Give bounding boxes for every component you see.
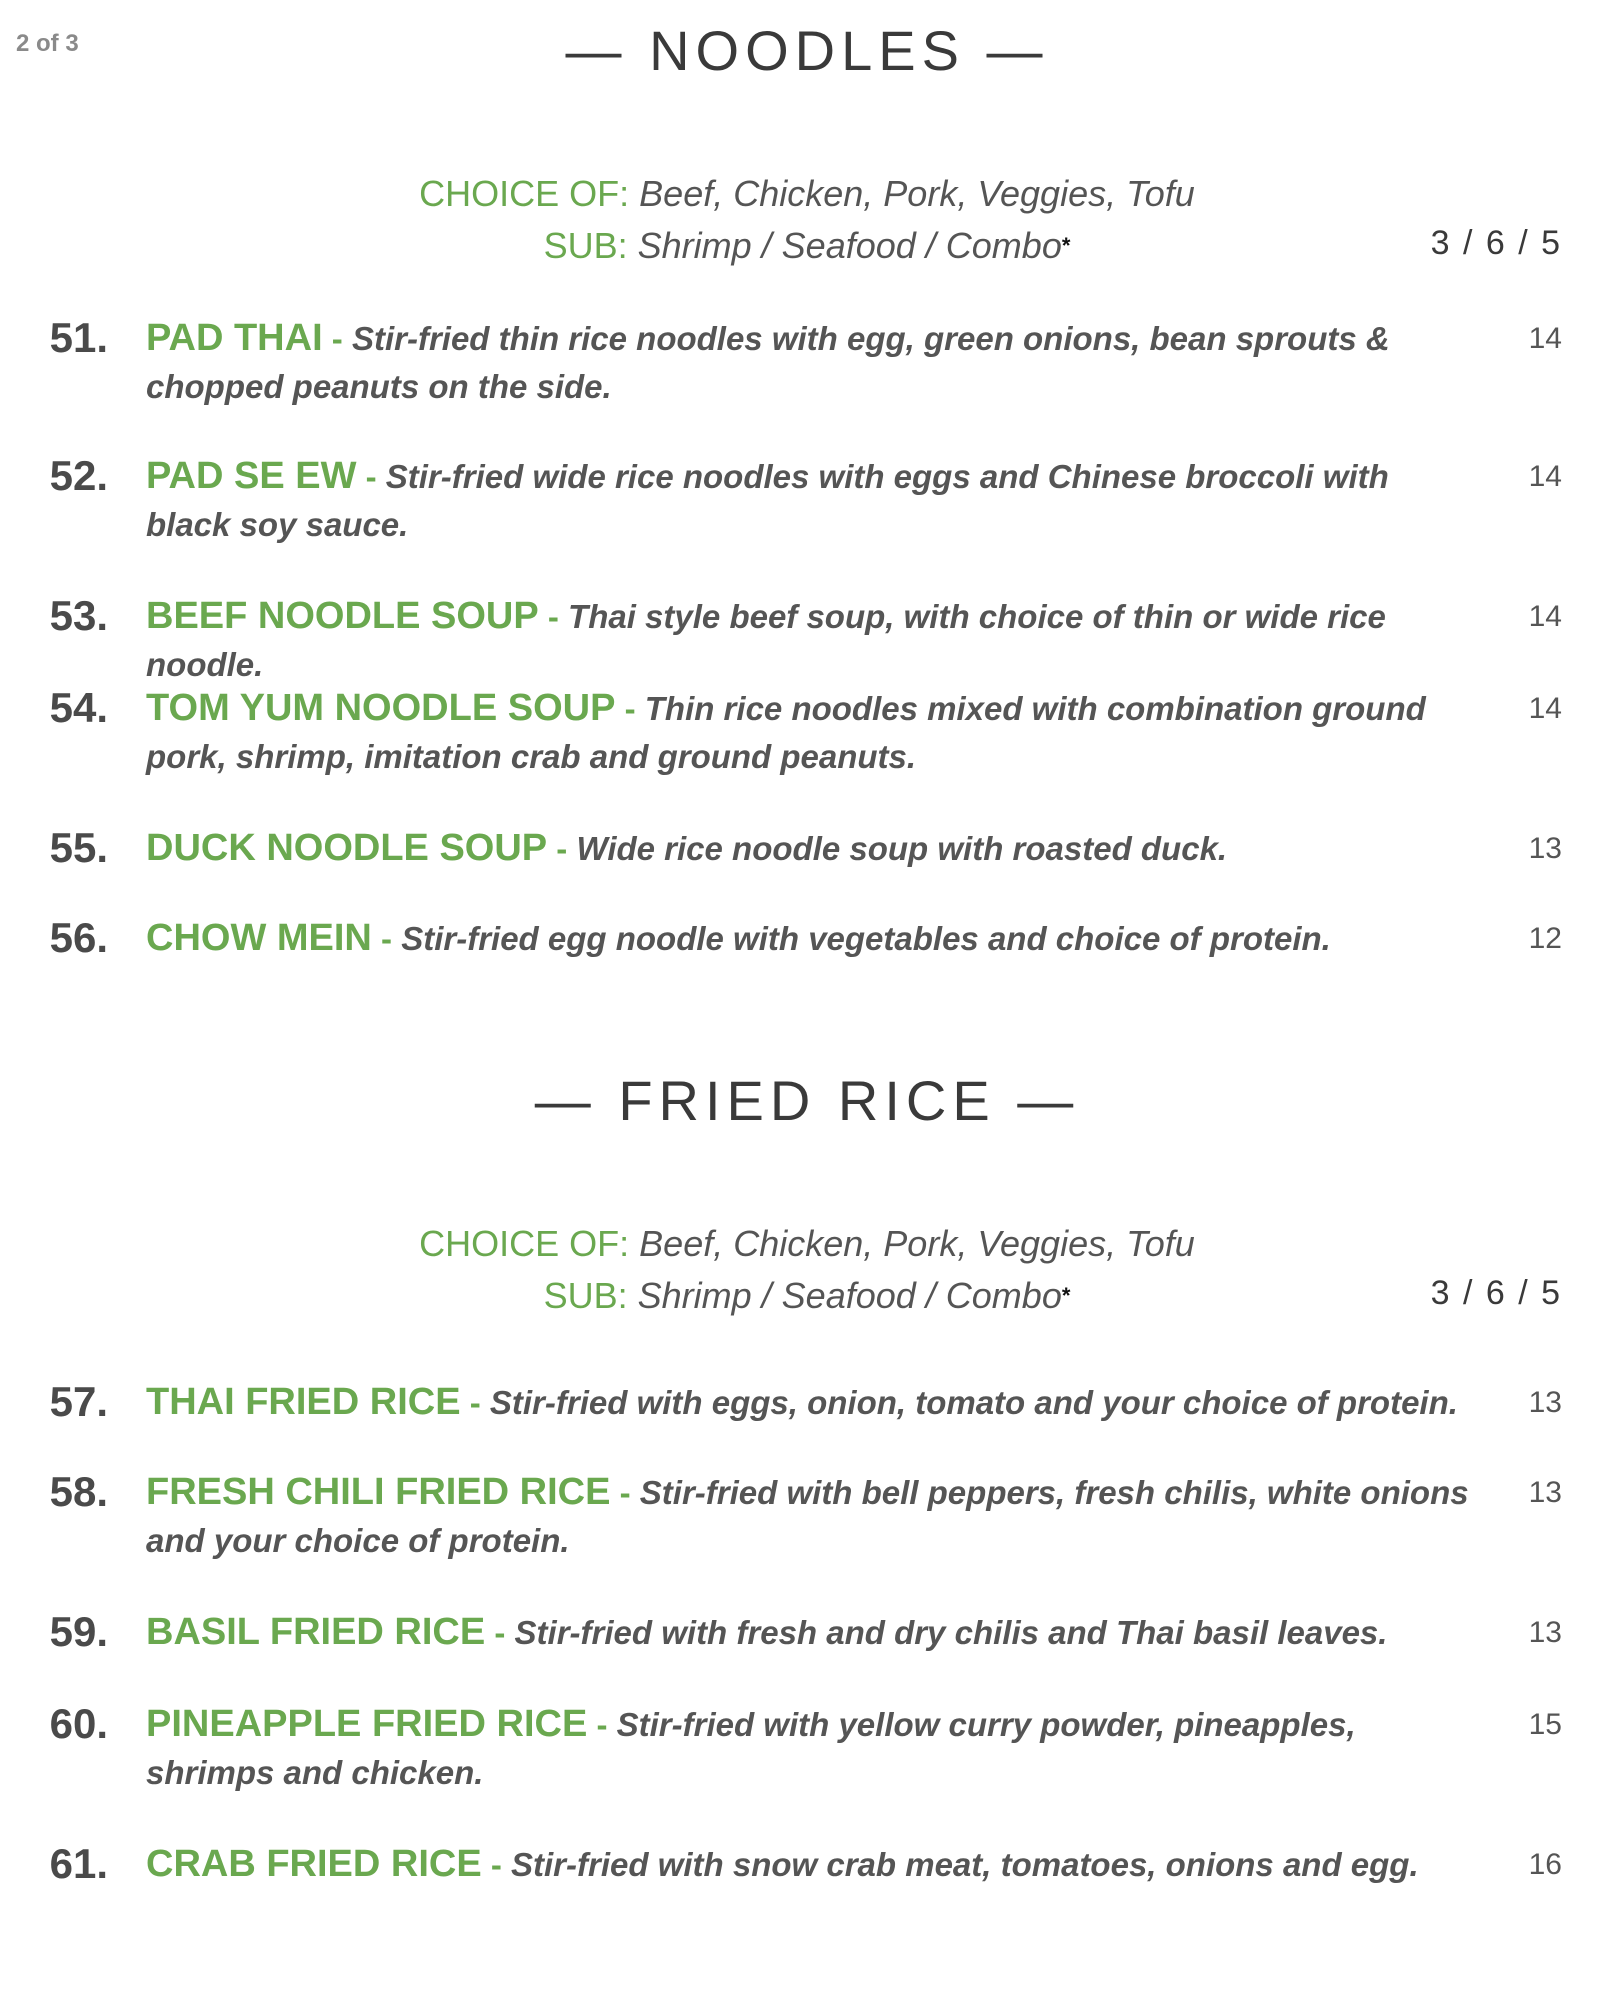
item-separator: - bbox=[356, 458, 386, 495]
item-price: 13 bbox=[1528, 832, 1562, 865]
upcharge-prices: 3 / 6 / 5 bbox=[1430, 224, 1562, 262]
item-price: 14 bbox=[1528, 322, 1562, 355]
item-name: CRAB FRIED RICE bbox=[146, 1843, 482, 1885]
item-price: 14 bbox=[1528, 600, 1562, 633]
item-body bbox=[146, 1700, 1476, 1797]
item-separator: - bbox=[371, 920, 402, 957]
item-name: DUCK NOODLE SOUP bbox=[146, 827, 548, 869]
item-description: Stir-fried with yellow curry powder, pineapples, shrimps and chicken. bbox=[146, 1706, 1356, 1791]
item-body bbox=[146, 1378, 1476, 1427]
item-price: 14 bbox=[1528, 460, 1562, 493]
item-name: BASIL FRIED RICE bbox=[146, 1611, 486, 1653]
item-name: CHOW MEIN bbox=[146, 917, 372, 959]
upcharge-prices: 3 / 6 / 5 bbox=[1430, 1274, 1562, 1312]
item-number: 58. bbox=[49, 1468, 108, 1515]
item-description: Stir-fried thin rice noodles with egg, green onions, bean sprouts & chopped peanuts on the side. bbox=[146, 320, 1390, 405]
item-body bbox=[146, 914, 1476, 963]
item-separator: - bbox=[610, 1474, 640, 1511]
item-separator: - bbox=[538, 598, 569, 635]
item-description: Stir-fried with snow crab meat, tomatoes, onions and egg. bbox=[511, 1846, 1419, 1883]
section-title-fried-rice: — FRIED RICE — bbox=[534, 1069, 1080, 1132]
item-name: PAD SE EW bbox=[146, 455, 357, 497]
item-description: Stir-fried egg noodle with vegetables and choice of protein. bbox=[401, 920, 1331, 957]
item-body bbox=[146, 452, 1476, 549]
item-description: Stir-fried with fresh and dry chilis and Thai basil leaves. bbox=[514, 1614, 1388, 1651]
item-body bbox=[146, 824, 1476, 873]
item-body bbox=[146, 684, 1476, 781]
item-name: THAI FRIED RICE bbox=[146, 1381, 461, 1423]
asterisk-mark: * bbox=[1061, 1283, 1071, 1308]
item-price: 13 bbox=[1528, 1386, 1562, 1419]
choice-of-line bbox=[0, 168, 1614, 220]
item-separator: - bbox=[485, 1614, 515, 1651]
page-counter: 2 of 3 bbox=[16, 30, 79, 57]
item-body bbox=[146, 1468, 1476, 1565]
sub-options: Shrimp / Seafood / Combo bbox=[627, 225, 1062, 266]
item-body bbox=[146, 592, 1476, 689]
item-number: 54. bbox=[49, 684, 108, 731]
item-number: 61. bbox=[49, 1840, 108, 1887]
item-number: 52. bbox=[49, 452, 108, 499]
item-price: 16 bbox=[1528, 1848, 1562, 1881]
sub-line bbox=[0, 1270, 1614, 1322]
choice-of-options: Beef, Chicken, Pork, Veggies, Tofu bbox=[629, 1223, 1195, 1264]
item-body bbox=[146, 1608, 1476, 1657]
choice-of-line bbox=[0, 1218, 1614, 1270]
section-title-noodles: — NOODLES — bbox=[565, 19, 1049, 82]
item-name: PAD THAI bbox=[146, 317, 323, 359]
item-name: BEEF NOODLE SOUP bbox=[146, 595, 539, 637]
item-number: 57. bbox=[49, 1378, 108, 1425]
item-number: 59. bbox=[49, 1608, 108, 1655]
item-separator: - bbox=[547, 830, 577, 867]
sub-label: SUB: bbox=[543, 225, 628, 266]
item-price: 12 bbox=[1528, 922, 1562, 955]
item-price: 15 bbox=[1528, 1708, 1562, 1741]
item-body bbox=[146, 1840, 1476, 1889]
item-description: Stir-fried with eggs, onion, tomato and your choice of protein. bbox=[489, 1384, 1458, 1421]
item-name: FRESH CHILI FRIED RICE bbox=[146, 1471, 611, 1513]
item-price: 13 bbox=[1528, 1616, 1562, 1649]
asterisk-mark: * bbox=[1061, 233, 1071, 258]
item-separator: - bbox=[322, 320, 352, 357]
item-description: Thai style beef soup, with choice of thin or wide rice noodle. bbox=[146, 598, 1386, 683]
item-description: Stir-fried wide rice noodles with eggs and Chinese broccoli with black soy sauce. bbox=[146, 458, 1389, 543]
item-description: Wide rice noodle soup with roasted duck. bbox=[576, 830, 1228, 867]
item-name: PINEAPPLE FRIED RICE bbox=[146, 1703, 588, 1745]
item-description: Thin rice noodles mixed with combination ground pork, shrimp, imitation crab and ground peanuts. bbox=[146, 690, 1426, 775]
sub-options: Shrimp / Seafood / Combo bbox=[627, 1275, 1062, 1316]
item-price: 13 bbox=[1528, 1476, 1562, 1509]
item-number: 55. bbox=[49, 824, 108, 871]
item-separator: - bbox=[615, 690, 645, 727]
sub-label: SUB: bbox=[543, 1275, 628, 1316]
item-body bbox=[146, 314, 1476, 411]
item-description: Stir-fried with bell peppers, fresh chilis, white onions and your choice of protein. bbox=[146, 1474, 1469, 1559]
protein-choice-block bbox=[0, 1218, 1614, 1322]
choice-of-label: CHOICE OF: bbox=[419, 1223, 630, 1264]
item-separator: - bbox=[481, 1846, 512, 1883]
item-number: 60. bbox=[49, 1700, 108, 1747]
protein-choice-block bbox=[0, 168, 1614, 272]
item-number: 53. bbox=[49, 592, 108, 639]
item-separator: - bbox=[587, 1706, 617, 1743]
item-number: 51. bbox=[49, 314, 108, 361]
item-price: 14 bbox=[1528, 692, 1562, 725]
item-number: 56. bbox=[49, 914, 108, 961]
item-name: TOM YUM NOODLE SOUP bbox=[146, 687, 616, 729]
item-separator: - bbox=[460, 1384, 490, 1421]
choice-of-options: Beef, Chicken, Pork, Veggies, Tofu bbox=[629, 173, 1195, 214]
choice-of-label: CHOICE OF: bbox=[419, 173, 630, 214]
sub-line bbox=[0, 220, 1614, 272]
